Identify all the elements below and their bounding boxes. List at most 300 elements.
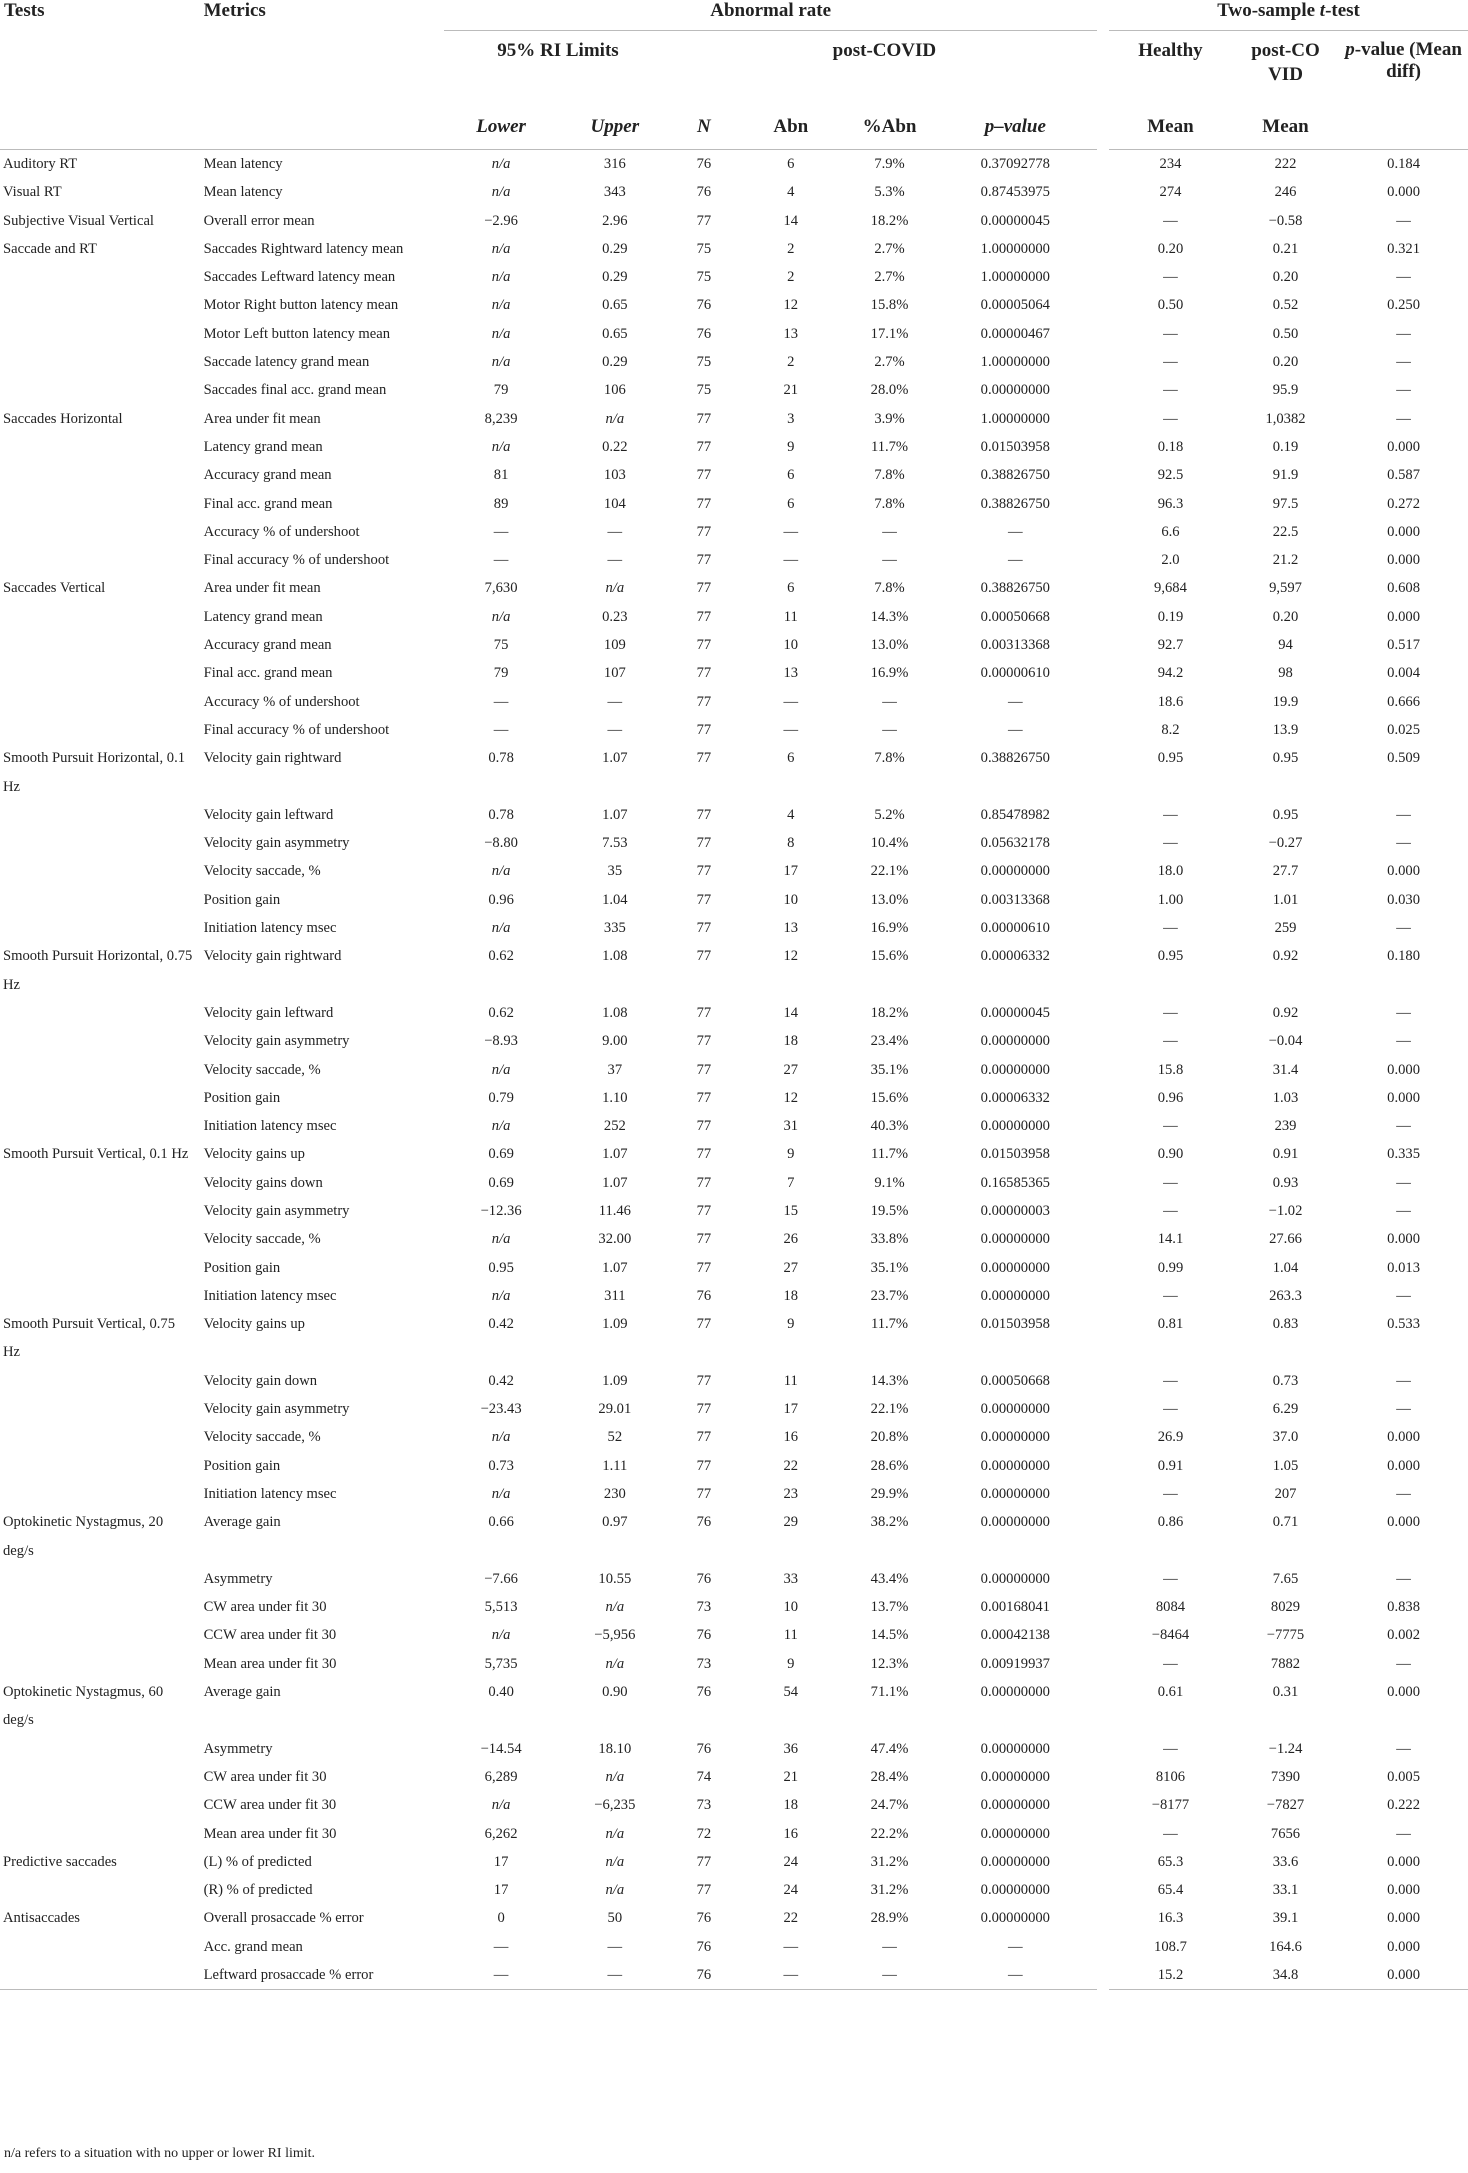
value-cell: 0.250 [1387,297,1420,314]
table-row [0,1027,1468,1055]
value-cell: 77 [696,1231,712,1248]
value-cell: — [1396,1287,1411,1304]
metric-cell: Area under fit mean [203,410,321,427]
value-cell: 0.00000000 [980,1825,1050,1842]
value-cell: — [607,552,623,569]
value-cell: 0.00000000 [980,1768,1050,1785]
test-cell [0,546,200,574]
value-cell: 19.9 [1272,693,1299,710]
table-row [0,1282,1468,1310]
value-cell: 27.7 [1272,863,1299,880]
value-cell: 252 [603,1118,626,1135]
test-cell [0,1650,200,1678]
metric-cell: Position gain [203,1089,281,1106]
value-cell: 0.20 [1272,608,1299,625]
value-cell: 0.00000000 [980,863,1050,880]
value-cell: — [1008,721,1023,738]
table-row [0,999,1468,1027]
test-cell [0,1763,200,1791]
value-cell: 0.65 [602,297,628,314]
value-cell: 13 [783,920,799,937]
value-cell: 6 [787,467,795,484]
value-cell: 0.000 [1387,1457,1420,1474]
value-cell: — [1103,263,1232,291]
value-cell: 0.65 [602,325,628,342]
value-cell: 40.3% [870,1118,909,1135]
value-cell: 18.10 [598,1740,632,1757]
metric-cell: Position gain [203,1457,281,1474]
value-cell: 0.78 [488,806,514,823]
group-post-covid: post-COVID [832,40,937,61]
value-cell: 0.90 [602,1684,628,1701]
value-cell: — [882,721,897,738]
value-cell: — [607,721,623,738]
value-cell: — [882,1938,897,1955]
value-cell: 92.5 [1103,461,1232,489]
value-cell: n/a [491,184,511,201]
value-cell: 0.000 [1387,1089,1420,1106]
value-cell: 16 [783,1825,799,1842]
value-cell: — [1396,1174,1411,1191]
value-cell: 16.9% [870,920,909,937]
metric-cell: Velocity gains up [203,1146,305,1163]
value-cell: n/a [491,1627,511,1644]
value-cell: 5.2% [874,806,905,823]
value-cell: 28.4% [870,1768,909,1785]
metric-cell: CW area under fit 30 [203,1599,327,1616]
table-row [0,405,1468,433]
metric-cell: (R) % of predicted [203,1882,313,1899]
value-cell: 0.23 [602,608,628,625]
value-cell: 77 [696,665,712,682]
test-cell: Smooth Pursuit Horizontal, 0.1 Hz [3,750,186,795]
value-cell: 24 [783,1853,799,1870]
value-cell: 18.2% [870,212,909,229]
value-cell: 77 [696,721,712,738]
value-cell: n/a [491,920,511,937]
value-cell: 9 [787,1316,795,1333]
value-cell: 54 [783,1684,799,1701]
value-cell: 207 [1274,1485,1297,1502]
table-row [0,1480,1468,1508]
value-cell: 26 [783,1231,799,1248]
value-cell: 77 [696,1202,712,1219]
col-healthy: Healthy [1103,31,1232,88]
value-cell: 0.92 [1272,1004,1299,1021]
metric-cell: Accuracy % of undershoot [203,693,360,710]
value-cell: 4 [787,806,795,823]
value-cell: 0.20 [1272,354,1299,371]
value-cell: 0.00168041 [980,1599,1050,1616]
value-cell: 0.00005064 [980,297,1050,314]
metric-cell: Leftward prosaccade % error [200,1961,445,1990]
value-cell: 0.000 [1387,1938,1420,1955]
value-cell: 0.00000000 [980,1259,1050,1276]
value-cell: 0.00000000 [980,1853,1050,1870]
value-cell: 2 [787,354,795,371]
value-cell: 18.0 [1103,857,1232,885]
value-cell: −5,956 [594,1627,636,1644]
metric-cell: Velocity gain leftward [203,806,334,823]
test-cell [0,1820,200,1848]
metric-cell: Saccades Rightward latency mean [203,240,404,257]
value-cell: −14.54 [480,1740,522,1757]
value-cell: 10 [783,637,799,654]
value-cell: — [1103,1112,1232,1140]
value-cell: 0.00000000 [980,1514,1050,1531]
value-cell: 239 [1274,1118,1297,1135]
value-cell: 234 [1103,150,1232,179]
value-cell: n/a [491,269,511,286]
value-cell: 0.95 [1272,806,1299,823]
metric-cell: Velocity gains up [203,1316,305,1333]
value-cell: 222 [1274,156,1297,172]
test-cell [0,603,200,631]
test-cell [0,659,200,687]
value-cell: −12.36 [480,1202,522,1219]
value-cell: 8106 [1103,1763,1232,1791]
value-cell: 0.000 [1387,1684,1420,1701]
value-cell: n/a [491,1287,511,1304]
value-cell: n/a [491,608,511,625]
value-cell: 31.2% [870,1853,909,1870]
col-mean-post: Mean [1232,87,1339,150]
table-row [0,1876,1468,1904]
value-cell: 0.272 [1387,495,1420,512]
value-cell: 0.81 [1103,1310,1232,1367]
value-cell: 94.2 [1103,659,1232,687]
value-cell: 12 [783,1089,799,1106]
value-cell: 77 [696,580,712,597]
value-cell: 263.3 [1269,1287,1302,1304]
metric-cell: (L) % of predicted [203,1853,312,1870]
value-cell: 0.01503958 [980,1146,1050,1163]
metric-cell: Accuracy grand mean [203,637,332,654]
value-cell: 77 [696,552,712,569]
metric-cell: CCW area under fit 30 [203,1797,337,1814]
value-cell: 77 [696,750,712,767]
value-cell: 0.00000000 [980,1231,1050,1248]
value-cell: 0.29 [602,269,628,286]
metric-cell: Velocity gain asymmetry [203,1202,350,1219]
metric-cell: Initiation latency msec [203,1287,337,1304]
table-row [0,1621,1468,1649]
value-cell: 1.08 [602,948,628,965]
value-cell: 16 [783,1429,799,1446]
value-cell: 77 [696,891,712,908]
value-cell: 8029 [1270,1599,1301,1616]
value-cell: 21 [783,382,799,399]
value-cell: 0.00919937 [980,1655,1050,1672]
value-cell: 9,684 [1103,574,1232,602]
value-cell: 0.38826750 [980,750,1050,767]
value-cell: 2.7% [874,269,905,286]
value-cell: 22.1% [870,863,909,880]
table-row [0,829,1468,857]
value-cell: 11 [783,608,798,625]
value-cell: 72 [696,1825,712,1842]
test-cell: Subjective Visual Vertical [3,212,154,229]
test-cell [0,320,200,348]
value-cell: 76 [696,1938,712,1955]
value-cell: 21 [783,1768,799,1785]
value-cell: 0.21 [1272,240,1299,257]
value-cell: 33 [783,1570,799,1587]
value-cell: 0.96 [488,891,514,908]
value-cell: 0.000 [1387,552,1420,569]
value-cell: −7827 [1266,1797,1305,1814]
value-cell: 0.91 [1103,1452,1232,1480]
value-cell: — [1396,835,1411,852]
value-cell: 39.1 [1272,1910,1299,1927]
table-row [0,1508,1468,1565]
metric-cell: Velocity gain asymmetry [203,1401,350,1418]
metric-cell: Velocity gain asymmetry [203,835,350,852]
value-cell: — [493,721,509,738]
value-cell: — [1103,1027,1232,1055]
value-cell: 0.025 [1387,721,1420,738]
value-cell: 0.00000000 [980,1118,1050,1135]
value-cell: 0.93 [1272,1174,1299,1191]
table-row [0,1084,1468,1112]
value-cell: 0.78 [488,750,514,767]
value-cell: 79 [493,665,509,682]
value-cell: 76 [696,1627,712,1644]
value-cell: 71.1% [870,1684,909,1701]
value-cell: 27 [783,1259,799,1276]
table-row [0,235,1468,263]
value-cell: 28.9% [870,1910,909,1927]
metric-cell: Motor Left button latency mean [203,325,390,342]
value-cell: 77 [696,212,712,229]
value-cell: — [1103,1480,1232,1508]
value-cell: 9.1% [874,1174,905,1191]
col-abn: Abn [736,87,845,150]
value-cell: 17 [783,863,799,880]
value-cell: 0.000 [1387,1231,1420,1248]
value-cell: — [493,523,509,540]
metric-cell: Initiation latency msec [203,920,337,937]
col-tests: Tests [4,0,45,21]
value-cell: 0.222 [1387,1797,1420,1814]
test-cell [0,1565,200,1593]
value-cell: 97.5 [1272,495,1299,512]
col-mean-healthy: Mean [1103,87,1232,150]
value-cell: 0.73 [488,1457,514,1474]
value-cell: 0.00000610 [980,920,1050,937]
value-cell: 77 [696,637,712,654]
value-cell: 14.3% [870,608,909,625]
value-cell: 77 [696,806,712,823]
test-cell: Saccades Horizontal [3,410,123,427]
value-cell: — [882,552,897,569]
value-cell: 13.0% [870,637,909,654]
value-cell: — [1396,1570,1411,1587]
value-cell: 0.00000000 [980,1429,1050,1446]
value-cell: 98 [1278,665,1293,682]
value-cell: 28.6% [870,1457,909,1474]
test-cell [0,433,200,461]
test-cell [0,1735,200,1763]
value-cell: 0.29 [602,354,628,371]
value-cell: −6,235 [594,1797,636,1814]
test-cell [0,1254,200,1282]
value-cell: 77 [696,1401,712,1418]
value-cell: — [1103,348,1232,376]
table-row [0,461,1468,489]
value-cell: 3.9% [874,410,905,427]
value-cell: 81 [493,467,509,484]
value-cell: 15.2 [1103,1961,1232,1990]
value-cell: 76 [696,156,712,172]
metric-cell: Final accuracy % of undershoot [203,552,390,569]
table-row [0,546,1468,574]
test-cell [0,1423,200,1451]
value-cell: 29.9% [870,1485,909,1502]
value-cell: 109 [603,637,626,654]
value-cell: 38.2% [870,1514,909,1531]
group-ri-limits: 95% RI Limits [497,40,619,61]
value-cell: n/a [605,1655,625,1672]
value-cell: 0.87453975 [980,184,1050,201]
value-cell: — [1103,1820,1232,1848]
value-cell: −8177 [1103,1791,1232,1819]
value-cell: n/a [605,1768,625,1785]
value-cell: 7.8% [874,580,905,597]
value-cell: 77 [696,1061,712,1078]
value-cell: — [1103,999,1232,1027]
value-cell: 0.19 [1103,603,1232,631]
test-cell [0,518,200,546]
value-cell: 17 [783,1401,799,1418]
value-cell: 0.00000045 [980,212,1050,229]
test-cell [0,1056,200,1084]
metric-cell: Mean latency [203,156,283,172]
value-cell: 22 [783,1910,799,1927]
value-cell: 1.11 [602,1457,628,1474]
value-cell: 0.517 [1387,637,1420,654]
value-cell: 77 [696,1316,712,1333]
value-cell: 2.96 [602,212,628,229]
value-cell: — [493,1938,509,1955]
metric-cell: Position gain [203,1259,281,1276]
value-cell: 0.000 [1387,1514,1420,1531]
value-cell: 75 [696,240,712,257]
value-cell: 95.9 [1272,382,1299,399]
metric-cell: Saccade latency grand mean [203,354,370,371]
value-cell: 6 [787,750,795,767]
metric-cell: Velocity saccade, % [203,863,321,880]
metric-cell: Latency grand mean [203,608,323,625]
value-cell: 5,735 [484,1655,518,1672]
test-cell [0,1084,200,1112]
table-row [0,688,1468,716]
value-cell: 76 [696,1684,712,1701]
value-cell: 0.587 [1387,467,1420,484]
value-cell: 0.38826750 [980,495,1050,512]
value-cell: 50 [607,1910,623,1927]
value-cell: 37 [607,1061,623,1078]
table-row [0,942,1468,999]
value-cell: 77 [696,1259,712,1276]
value-cell: 0.38826750 [980,467,1050,484]
value-cell: 7.8% [874,467,905,484]
metric-cell: Initiation latency msec [203,1118,337,1135]
value-cell: 73 [696,1655,712,1672]
value-cell: — [1396,325,1411,342]
value-cell: 8084 [1103,1593,1232,1621]
metric-cell: Accuracy % of undershoot [203,523,360,540]
col-upper: Upper [558,87,672,150]
value-cell: n/a [491,297,511,314]
value-cell: 0.20 [1272,269,1299,286]
value-cell: 0.96 [1103,1084,1232,1112]
value-cell: 0.92 [1272,948,1299,965]
test-cell [0,461,200,489]
value-cell: −0.58 [1268,212,1303,229]
value-cell: −7775 [1266,1627,1305,1644]
test-cell [0,1876,200,1904]
value-cell: −1.24 [1268,1740,1303,1757]
value-cell: 5,513 [484,1599,518,1616]
value-cell: 13.0% [870,891,909,908]
value-cell: 19.5% [870,1202,909,1219]
value-cell: 14.5% [870,1627,909,1644]
test-cell [0,999,200,1027]
value-cell: — [1396,920,1411,937]
value-cell: 6,289 [484,1768,518,1785]
value-cell: — [882,523,897,540]
value-cell: n/a [491,1231,511,1248]
value-cell: 13.9 [1272,721,1299,738]
table-row [0,433,1468,461]
value-cell: 7.9% [874,156,905,172]
value-cell: 0.00000610 [980,665,1050,682]
value-cell: 104 [603,495,626,512]
table-footnote: n/a refers to a situation with no upper or lower RI limit. [4,2146,316,2161]
value-cell: 0.86 [1103,1508,1232,1565]
value-cell: −2.96 [484,212,518,229]
value-cell: 11.7% [870,1316,909,1333]
table-row [0,1904,1468,1932]
value-cell: 1.07 [602,750,628,767]
value-cell: 75 [696,354,712,371]
value-cell: 14.1 [1103,1225,1232,1253]
value-cell: 16.9% [870,665,909,682]
value-cell: 0.000 [1387,438,1420,455]
value-cell: 73 [696,1797,712,1814]
value-cell: 37.0 [1272,1429,1299,1446]
value-cell: −8.80 [484,835,518,852]
value-cell: 7.65 [1272,1570,1299,1587]
table-row [0,1056,1468,1084]
value-cell: 18.6 [1103,688,1232,716]
value-cell: 2.7% [874,354,905,371]
value-cell: 77 [696,835,712,852]
test-cell [0,1933,200,1961]
table-row [0,744,1468,801]
value-cell: 0.01503958 [980,438,1050,455]
value-cell: 77 [696,1033,712,1050]
group-abnormal-rate: Abnormal rate [444,0,1103,31]
value-cell: 1.03 [1272,1089,1299,1106]
value-cell: 1.05 [1272,1457,1299,1474]
table-row [0,263,1468,291]
value-cell: 0.85478982 [980,806,1050,823]
value-cell: 3 [787,410,795,427]
value-cell: 0.83 [1272,1316,1299,1333]
test-cell [0,1367,200,1395]
